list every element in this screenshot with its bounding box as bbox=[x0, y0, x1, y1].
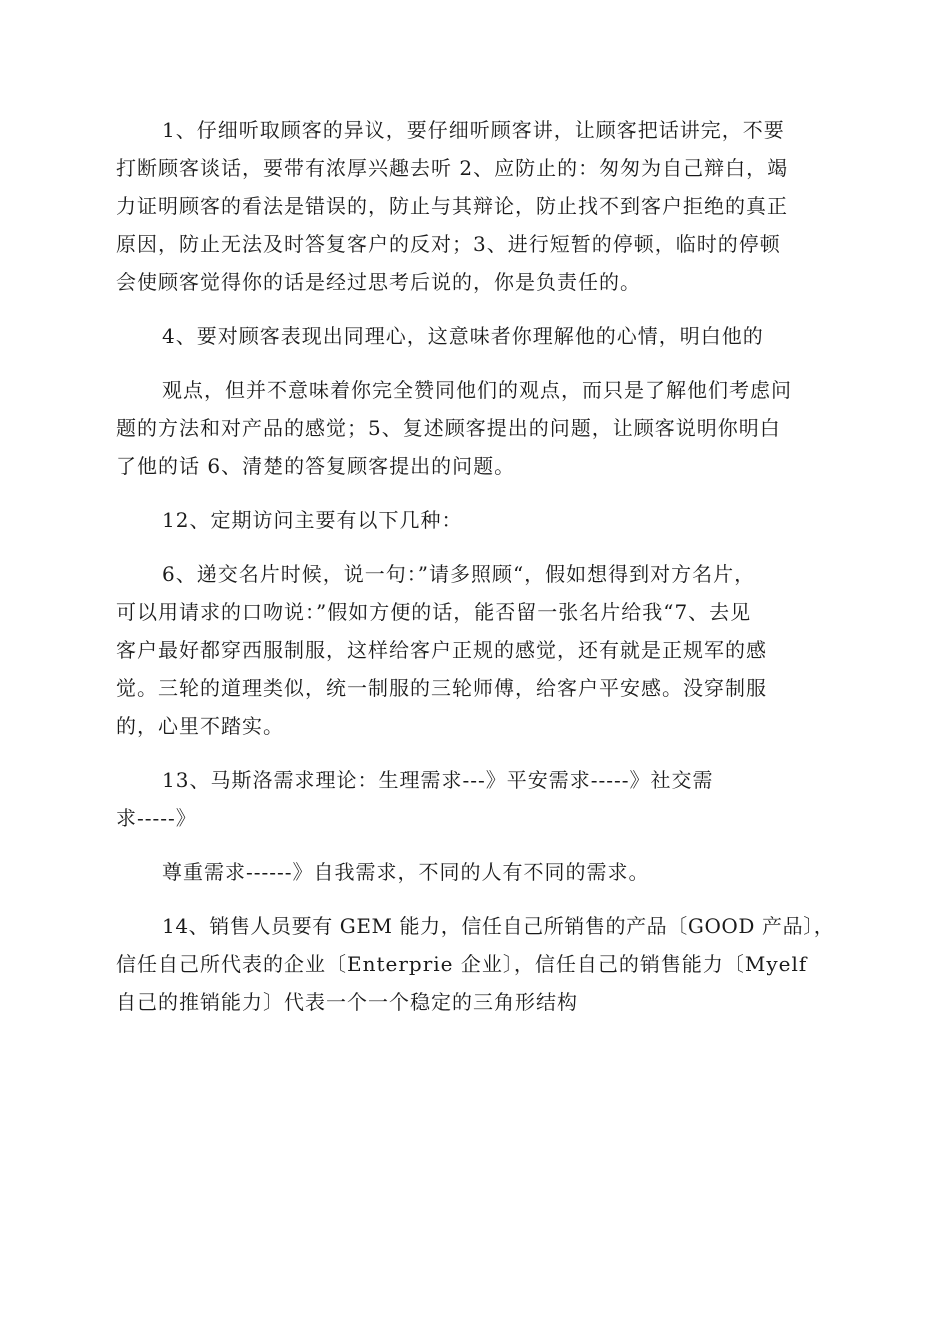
paragraph-1-line-3: 力证明顾客的看法是错误的，防止与其辩论，防止找不到客户拒绝的真正 bbox=[116, 194, 788, 218]
paragraph-8-line-3: 自己的推销能力〕代表一个一个稳定的三角形结构 bbox=[116, 990, 578, 1014]
paragraph-3-line-2: 题的方法和对产品的感觉；5、复述顾客提出的问题，让顾客说明你明白 bbox=[116, 416, 781, 440]
paragraph-5-line-3: 客户最好都穿西服制服，这样给客户正规的感觉，还有就是正规军的感 bbox=[116, 638, 767, 662]
paragraph-1-line-4: 原因，防止无法及时答复客户的反对；3、进行短暂的停顿，临时的停顿 bbox=[116, 232, 781, 256]
paragraph-5-line-2: 可以用请求的口吻说：”假如方便的话，能否留一张名片给我“7、去见 bbox=[116, 600, 752, 624]
paragraph-8-line-1: 14、销售人员要有 GEM 能力，信任自己所销售的产品〔GOOD 产品〕， bbox=[162, 914, 835, 938]
paragraph-6-line-2: 求-----》 bbox=[116, 806, 197, 830]
paragraph-5-line-1: 6、递交名片时候，说一句：”请多照顾“，假如想得到对方名片， bbox=[162, 562, 756, 586]
paragraph-8-line-2: 信任自己所代表的企业〔Enterprie 企业〕，信任自己的销售能力〔Myelf bbox=[116, 952, 808, 976]
paragraph-6-line-1: 13、马斯洛需求理论：生理需求---》平安需求-----》社交需 bbox=[162, 768, 714, 792]
paragraph-2-line-1: 4、要对顾客表现出同理心，这意味者你理解他的心情，明白他的 bbox=[162, 324, 764, 348]
paragraph-1-line-1: 1、仔细听取顾客的异议，要仔细听顾客讲，让顾客把话讲完，不要 bbox=[162, 118, 785, 142]
paragraph-1-line-2: 打断顾客谈话，要带有浓厚兴趣去听 2、应防止的：匆匆为自己辩白，竭 bbox=[116, 156, 789, 180]
paragraph-1-line-5: 会使顾客觉得你的话是经过思考后说的，你是负责任的。 bbox=[116, 270, 641, 294]
paragraph-7-line-1: 尊重需求------》自我需求，不同的人有不同的需求。 bbox=[162, 860, 650, 884]
paragraph-5-line-4: 觉。三轮的道理类似，统一制服的三轮师傅，给客户平安感。没穿制服 bbox=[116, 676, 767, 700]
paragraph-4-line-1: 12、定期访问主要有以下几种： bbox=[162, 508, 463, 532]
paragraph-3-line-1: 观点，但并不意味着你完全赞同他们的观点，而只是了解他们考虑问 bbox=[162, 378, 792, 402]
paragraph-3-line-3: 了他的话 6、清楚的答复顾客提出的问题。 bbox=[116, 454, 516, 478]
paragraph-5-line-5: 的，心里不踏实。 bbox=[116, 714, 284, 738]
